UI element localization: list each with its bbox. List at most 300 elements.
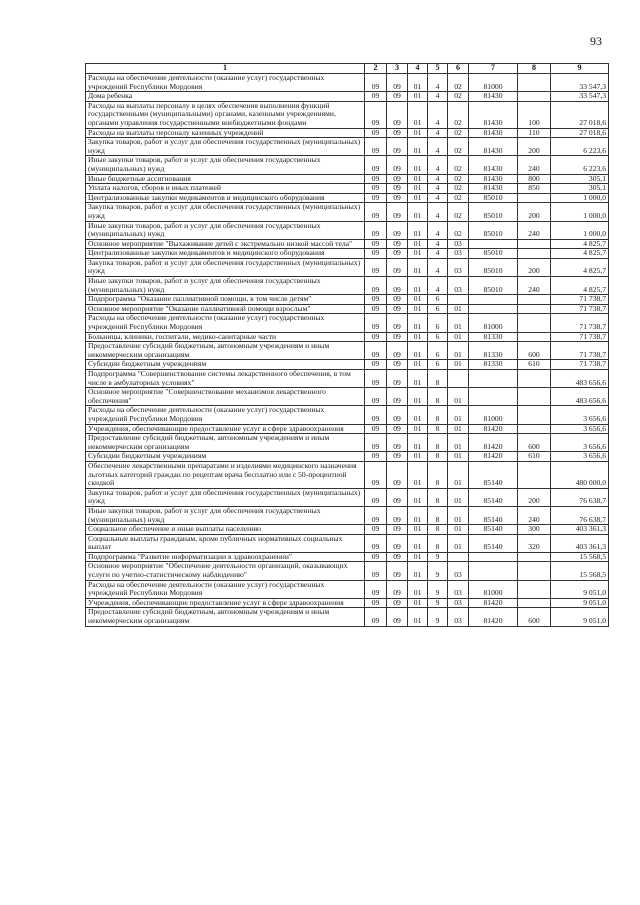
code-direction-cell: 81430 — [469, 174, 518, 184]
code-event-cell: 02 — [448, 128, 469, 138]
row-name-cell: Расходы на выплаты персоналу в целях обеспечения выполнения функций государственными (муниципальными) органами, казенными учреждениями, органами управления государственными внебюджетными фондами — [86, 101, 365, 128]
amount-cell: 33 547,3 — [551, 92, 609, 102]
amount-cell: 483 656,6 — [551, 388, 609, 406]
code-event-cell: 02 — [448, 138, 469, 156]
code-expense-type-cell: 320 — [518, 534, 551, 552]
table-row — [86, 174, 609, 184]
row-name-cell: Расходы на обеспечение деятельности (оказание услуг) государственных учреждений Республики Мордовия — [86, 314, 365, 332]
table-row — [86, 156, 609, 174]
amount-cell: 71 738,7 — [551, 295, 609, 305]
code-subprogram-cell: 4 — [428, 128, 448, 138]
code-event-cell: 02 — [448, 174, 469, 184]
code-event-cell: 02 — [448, 156, 469, 174]
code-subprogram-cell: 8 — [428, 424, 448, 434]
code-sub-cell: 09 — [387, 580, 408, 598]
code-gp-cell: 09 — [365, 295, 387, 305]
column-header: 5 — [428, 64, 448, 74]
code-program-cell: 01 — [408, 138, 428, 156]
code-subprogram-cell: 4 — [428, 249, 448, 259]
code-direction-cell: 81430 — [469, 184, 518, 194]
code-event-cell: 01 — [448, 360, 469, 370]
code-sub-cell: 09 — [387, 552, 408, 562]
code-program-cell: 01 — [408, 552, 428, 562]
code-gp-cell: 09 — [365, 193, 387, 203]
column-header: 9 — [551, 64, 609, 74]
code-sub-cell: 09 — [387, 193, 408, 203]
code-gp-cell: 09 — [365, 552, 387, 562]
code-sub-cell: 09 — [387, 128, 408, 138]
code-gp-cell: 09 — [365, 277, 387, 295]
table-row — [86, 92, 609, 102]
code-sub-cell: 09 — [387, 74, 408, 92]
code-direction-cell: 85010 — [469, 203, 518, 221]
amount-cell: 71 738,7 — [551, 304, 609, 314]
amount-cell: 403 361,3 — [551, 534, 609, 552]
code-direction-cell — [469, 295, 518, 305]
code-sub-cell: 09 — [387, 452, 408, 462]
code-program-cell: 01 — [408, 128, 428, 138]
row-name-cell: Основное мероприятие "Оказание паллиативной помощи взрослым" — [86, 304, 365, 314]
code-expense-type-cell: 600 — [518, 608, 551, 626]
table-row — [86, 598, 609, 608]
code-event-cell: 03 — [448, 239, 469, 249]
column-header: 4 — [408, 64, 428, 74]
code-direction-cell: 81430 — [469, 92, 518, 102]
table-row — [86, 128, 609, 138]
code-direction-cell: 81430 — [469, 156, 518, 174]
amount-cell: 27 018,6 — [551, 101, 609, 128]
table-row — [86, 488, 609, 506]
table-row — [86, 360, 609, 370]
column-header: 2 — [365, 64, 387, 74]
code-sub-cell: 09 — [387, 388, 408, 406]
code-subprogram-cell: 4 — [428, 174, 448, 184]
code-expense-type-cell: 600 — [518, 434, 551, 452]
code-direction-cell: 81000 — [469, 580, 518, 598]
code-gp-cell: 09 — [365, 258, 387, 276]
table-row — [86, 332, 609, 342]
code-event-cell: 02 — [448, 221, 469, 239]
code-sub-cell: 09 — [387, 156, 408, 174]
code-event-cell: 03 — [448, 608, 469, 626]
code-gp-cell: 09 — [365, 74, 387, 92]
code-sub-cell: 09 — [387, 174, 408, 184]
code-program-cell: 01 — [408, 184, 428, 194]
code-direction-cell: 81430 — [469, 101, 518, 128]
amount-cell: 1 000,0 — [551, 203, 609, 221]
code-gp-cell: 09 — [365, 174, 387, 184]
table-row — [86, 562, 609, 580]
table-row — [86, 342, 609, 360]
amount-cell: 403 361,3 — [551, 525, 609, 535]
table-row — [86, 461, 609, 488]
code-expense-type-cell — [518, 552, 551, 562]
row-name-cell: Централизованные закупки медикаментов и медицинского оборудования — [86, 249, 365, 259]
code-subprogram-cell: 6 — [428, 342, 448, 360]
row-name-cell: Иные закупки товаров, работ и услуг для обеспечения государственных (муниципальных) нужд — [86, 277, 365, 295]
code-expense-type-cell: 240 — [518, 156, 551, 174]
code-subprogram-cell: 9 — [428, 598, 448, 608]
code-program-cell: 01 — [408, 239, 428, 249]
code-program-cell: 01 — [408, 203, 428, 221]
code-sub-cell: 09 — [387, 406, 408, 424]
column-header: 7 — [469, 64, 518, 74]
code-program-cell: 01 — [408, 534, 428, 552]
code-direction-cell: 85140 — [469, 534, 518, 552]
amount-cell: 76 638,7 — [551, 488, 609, 506]
code-expense-type-cell: 800 — [518, 174, 551, 184]
code-sub-cell: 09 — [387, 249, 408, 259]
table-row — [86, 221, 609, 239]
code-program-cell: 01 — [408, 249, 428, 259]
table-row — [86, 138, 609, 156]
row-name-cell: Основное мероприятие "Выхаживание детей с экстремально низкой массой тела" — [86, 239, 365, 249]
code-gp-cell: 09 — [365, 534, 387, 552]
code-subprogram-cell: 6 — [428, 360, 448, 370]
code-subprogram-cell: 4 — [428, 184, 448, 194]
code-gp-cell: 09 — [365, 370, 387, 388]
code-sub-cell: 09 — [387, 360, 408, 370]
code-subprogram-cell: 8 — [428, 506, 448, 524]
code-subprogram-cell: 6 — [428, 332, 448, 342]
amount-cell: 305,1 — [551, 184, 609, 194]
code-event-cell: 01 — [448, 388, 469, 406]
code-direction-cell — [469, 552, 518, 562]
amount-cell: 15 568,5 — [551, 562, 609, 580]
code-subprogram-cell: 4 — [428, 138, 448, 156]
code-subprogram-cell: 8 — [428, 452, 448, 462]
code-sub-cell: 09 — [387, 608, 408, 626]
code-gp-cell: 09 — [365, 203, 387, 221]
code-gp-cell: 09 — [365, 314, 387, 332]
table-row — [86, 184, 609, 194]
amount-cell: 71 738,7 — [551, 314, 609, 332]
code-gp-cell: 09 — [365, 525, 387, 535]
code-gp-cell: 09 — [365, 156, 387, 174]
code-expense-type-cell — [518, 424, 551, 434]
code-event-cell — [448, 370, 469, 388]
amount-cell: 6 223,6 — [551, 138, 609, 156]
code-subprogram-cell: 9 — [428, 580, 448, 598]
code-event-cell: 02 — [448, 193, 469, 203]
amount-cell: 3 656,6 — [551, 434, 609, 452]
code-sub-cell: 09 — [387, 434, 408, 452]
code-subprogram-cell: 4 — [428, 156, 448, 174]
code-gp-cell: 09 — [365, 598, 387, 608]
code-program-cell: 01 — [408, 101, 428, 128]
table-row — [86, 580, 609, 598]
code-gp-cell: 09 — [365, 452, 387, 462]
code-sub-cell: 09 — [387, 138, 408, 156]
code-sub-cell: 09 — [387, 295, 408, 305]
table-row — [86, 552, 609, 562]
code-sub-cell: 09 — [387, 562, 408, 580]
code-subprogram-cell: 6 — [428, 295, 448, 305]
code-direction-cell: 81420 — [469, 434, 518, 452]
code-direction-cell: 81330 — [469, 342, 518, 360]
code-subprogram-cell: 6 — [428, 314, 448, 332]
code-gp-cell: 09 — [365, 406, 387, 424]
code-subprogram-cell: 6 — [428, 304, 448, 314]
code-expense-type-cell: 610 — [518, 360, 551, 370]
row-name-cell: Больницы, клиники, госпитали, медико-санитарные части — [86, 332, 365, 342]
code-expense-type-cell — [518, 406, 551, 424]
code-event-cell: 01 — [448, 525, 469, 535]
table-row — [86, 434, 609, 452]
code-sub-cell: 09 — [387, 461, 408, 488]
code-gp-cell: 09 — [365, 138, 387, 156]
code-sub-cell: 09 — [387, 314, 408, 332]
code-direction-cell: 85140 — [469, 525, 518, 535]
code-program-cell: 01 — [408, 342, 428, 360]
code-program-cell: 01 — [408, 506, 428, 524]
code-direction-cell: 81330 — [469, 360, 518, 370]
amount-cell: 1 000,0 — [551, 193, 609, 203]
code-direction-cell: 81430 — [469, 138, 518, 156]
code-subprogram-cell: 4 — [428, 101, 448, 128]
code-subprogram-cell: 4 — [428, 221, 448, 239]
code-gp-cell: 09 — [365, 360, 387, 370]
code-sub-cell: 09 — [387, 239, 408, 249]
code-direction-cell: 85140 — [469, 506, 518, 524]
code-expense-type-cell — [518, 461, 551, 488]
amount-cell: 71 738,7 — [551, 332, 609, 342]
code-event-cell: 01 — [448, 534, 469, 552]
table-row — [86, 74, 609, 92]
page-number: 93 — [590, 34, 602, 48]
code-expense-type-cell — [518, 580, 551, 598]
code-direction-cell: 81330 — [469, 332, 518, 342]
code-sub-cell: 09 — [387, 506, 408, 524]
table-row — [86, 295, 609, 305]
row-name-cell: Централизованные закупки медикаментов и медицинского оборудования — [86, 193, 365, 203]
row-name-cell: Дома ребенка — [86, 92, 365, 102]
code-program-cell: 01 — [408, 221, 428, 239]
row-name-cell: Предоставление субсидий бюджетным, автономным учреждениям и иным некоммерческим организациям — [86, 342, 365, 360]
code-program-cell: 01 — [408, 434, 428, 452]
code-expense-type-cell — [518, 92, 551, 102]
code-subprogram-cell: 4 — [428, 258, 448, 276]
code-event-cell: 03 — [448, 580, 469, 598]
code-expense-type-cell — [518, 598, 551, 608]
row-name-cell: Закупка товаров, работ и услуг для обеспечения государственных (муниципальных) нужд — [86, 488, 365, 506]
row-name-cell: Предоставление субсидий бюджетным, автономным учреждениям и иным некоммерческим организациям — [86, 608, 365, 626]
table-row — [86, 388, 609, 406]
code-sub-cell: 09 — [387, 488, 408, 506]
code-program-cell: 01 — [408, 388, 428, 406]
code-event-cell: 01 — [448, 461, 469, 488]
code-program-cell: 01 — [408, 295, 428, 305]
code-expense-type-cell: 200 — [518, 488, 551, 506]
code-event-cell: 01 — [448, 406, 469, 424]
code-sub-cell: 09 — [387, 277, 408, 295]
table-row — [86, 314, 609, 332]
table-body — [86, 74, 609, 627]
row-name-cell: Основное мероприятие "Обеспечение деятельности организаций, оказывающих услуги по учетно-статистическому наблюдению" — [86, 562, 365, 580]
code-subprogram-cell: 8 — [428, 434, 448, 452]
code-event-cell: 03 — [448, 258, 469, 276]
code-expense-type-cell — [518, 562, 551, 580]
code-program-cell: 01 — [408, 580, 428, 598]
code-sub-cell: 09 — [387, 92, 408, 102]
code-direction-cell: 81420 — [469, 598, 518, 608]
code-expense-type-cell — [518, 74, 551, 92]
row-name-cell: Учреждения, обеспечивающие предоставление услуг в сфере здравоохранения — [86, 598, 365, 608]
code-subprogram-cell: 9 — [428, 552, 448, 562]
code-program-cell: 01 — [408, 156, 428, 174]
table-row — [86, 534, 609, 552]
code-direction-cell — [469, 370, 518, 388]
row-name-cell: Иные бюджетные ассигнования — [86, 174, 365, 184]
code-sub-cell: 09 — [387, 258, 408, 276]
code-gp-cell: 09 — [365, 128, 387, 138]
code-program-cell: 01 — [408, 461, 428, 488]
code-program-cell: 01 — [408, 370, 428, 388]
code-program-cell: 01 — [408, 452, 428, 462]
code-expense-type-cell: 200 — [518, 258, 551, 276]
code-direction-cell: 81000 — [469, 406, 518, 424]
code-subprogram-cell: 4 — [428, 203, 448, 221]
code-subprogram-cell: 4 — [428, 277, 448, 295]
code-subprogram-cell: 9 — [428, 608, 448, 626]
code-expense-type-cell: 850 — [518, 184, 551, 194]
code-subprogram-cell: 4 — [428, 92, 448, 102]
code-subprogram-cell: 8 — [428, 525, 448, 535]
amount-cell: 9 051,0 — [551, 580, 609, 598]
amount-cell: 15 568,5 — [551, 552, 609, 562]
code-gp-cell: 09 — [365, 92, 387, 102]
amount-cell: 71 738,7 — [551, 342, 609, 360]
code-sub-cell: 09 — [387, 203, 408, 221]
row-name-cell: Социальные выплаты гражданам, кроме публичных нормативных социальных выплат — [86, 534, 365, 552]
code-program-cell: 01 — [408, 193, 428, 203]
code-event-cell: 02 — [448, 184, 469, 194]
code-expense-type-cell: 200 — [518, 138, 551, 156]
code-expense-type-cell: 610 — [518, 452, 551, 462]
column-header: 3 — [387, 64, 408, 74]
code-event-cell: 01 — [448, 452, 469, 462]
code-gp-cell: 09 — [365, 580, 387, 598]
code-program-cell: 01 — [408, 277, 428, 295]
table-row — [86, 370, 609, 388]
code-event-cell: 02 — [448, 101, 469, 128]
amount-cell: 4 825,7 — [551, 277, 609, 295]
table-row — [86, 249, 609, 259]
table-row — [86, 258, 609, 276]
code-program-cell: 01 — [408, 406, 428, 424]
code-sub-cell: 09 — [387, 525, 408, 535]
amount-cell: 27 018,6 — [551, 128, 609, 138]
code-event-cell: 01 — [448, 434, 469, 452]
amount-cell: 33 547,3 — [551, 74, 609, 92]
code-sub-cell: 09 — [387, 332, 408, 342]
amount-cell: 305,1 — [551, 174, 609, 184]
code-subprogram-cell: 4 — [428, 74, 448, 92]
amount-cell: 6 223,6 — [551, 156, 609, 174]
code-sub-cell: 09 — [387, 598, 408, 608]
amount-cell: 4 825,7 — [551, 258, 609, 276]
row-name-cell: Расходы на выплаты персоналу казенных учреждений — [86, 128, 365, 138]
amount-cell: 4 825,7 — [551, 239, 609, 249]
code-event-cell: 01 — [448, 342, 469, 360]
code-gp-cell: 09 — [365, 562, 387, 580]
code-subprogram-cell: 8 — [428, 461, 448, 488]
code-gp-cell: 09 — [365, 239, 387, 249]
code-program-cell: 01 — [408, 360, 428, 370]
code-expense-type-cell — [518, 239, 551, 249]
column-header: 6 — [448, 64, 469, 74]
code-expense-type-cell — [518, 332, 551, 342]
row-name-cell: Иные закупки товаров, работ и услуг для обеспечения государственных (муниципальных) нужд — [86, 156, 365, 174]
table-row — [86, 525, 609, 535]
code-event-cell: 01 — [448, 506, 469, 524]
code-gp-cell: 09 — [365, 332, 387, 342]
table-row — [86, 304, 609, 314]
amount-cell: 3 656,6 — [551, 452, 609, 462]
code-expense-type-cell — [518, 370, 551, 388]
code-subprogram-cell: 8 — [428, 406, 448, 424]
code-program-cell: 01 — [408, 92, 428, 102]
code-sub-cell: 09 — [387, 534, 408, 552]
amount-cell: 9 051,0 — [551, 598, 609, 608]
table-row — [86, 406, 609, 424]
code-direction-cell: 85010 — [469, 258, 518, 276]
amount-cell: 76 638,7 — [551, 506, 609, 524]
code-direction-cell: 85010 — [469, 193, 518, 203]
table-row — [86, 608, 609, 626]
code-gp-cell: 09 — [365, 388, 387, 406]
code-event-cell: 01 — [448, 424, 469, 434]
code-expense-type-cell — [518, 295, 551, 305]
code-gp-cell: 09 — [365, 461, 387, 488]
table-row — [86, 277, 609, 295]
code-direction-cell: 81430 — [469, 128, 518, 138]
code-event-cell: 01 — [448, 304, 469, 314]
row-name-cell: Расходы на обеспечение деятельности (оказание услуг) государственных учреждений Республики Мордовия — [86, 74, 365, 92]
code-event-cell: 03 — [448, 598, 469, 608]
row-name-cell: Обеспечение лекарственными препаратами и изделиями медицинского назначения льготных категорий граждан по рецептам врача бесплатно или с 50-процентной скидкой — [86, 461, 365, 488]
amount-cell: 483 656,6 — [551, 370, 609, 388]
code-sub-cell: 09 — [387, 342, 408, 360]
code-direction-cell: 85010 — [469, 277, 518, 295]
code-event-cell: 01 — [448, 314, 469, 332]
code-sub-cell: 09 — [387, 370, 408, 388]
code-sub-cell: 09 — [387, 221, 408, 239]
code-direction-cell: 81000 — [469, 314, 518, 332]
code-expense-type-cell — [518, 314, 551, 332]
row-name-cell: Субсидии бюджетным учреждениям — [86, 360, 365, 370]
code-expense-type-cell: 100 — [518, 101, 551, 128]
code-direction-cell — [469, 562, 518, 580]
code-gp-cell: 09 — [365, 184, 387, 194]
code-expense-type-cell: 110 — [518, 128, 551, 138]
code-program-cell: 01 — [408, 488, 428, 506]
code-program-cell: 01 — [408, 332, 428, 342]
row-name-cell: Закупка товаров, работ и услуг для обеспечения государственных (муниципальных) нужд — [86, 258, 365, 276]
row-name-cell: Основное мероприятие "Совершенствование механизмов лекарственного обеспечения" — [86, 388, 365, 406]
code-program-cell: 01 — [408, 304, 428, 314]
code-expense-type-cell — [518, 304, 551, 314]
table-row — [86, 452, 609, 462]
code-gp-cell: 09 — [365, 434, 387, 452]
code-expense-type-cell: 240 — [518, 277, 551, 295]
table-row — [86, 424, 609, 434]
row-name-cell: Иные закупки товаров, работ и услуг для обеспечения государственных (муниципальных) нужд — [86, 506, 365, 524]
code-gp-cell: 09 — [365, 249, 387, 259]
code-subprogram-cell: 9 — [428, 562, 448, 580]
code-event-cell: 03 — [448, 249, 469, 259]
code-direction-cell: 81420 — [469, 608, 518, 626]
